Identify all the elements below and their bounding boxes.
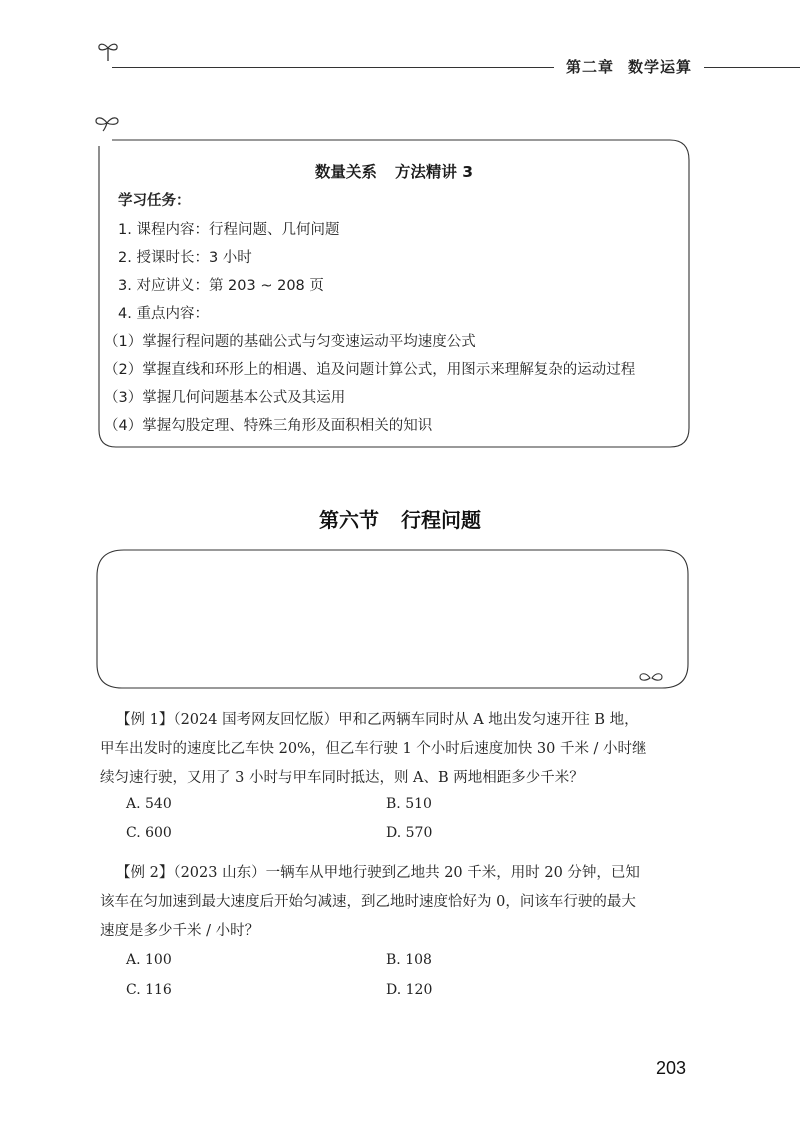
- task-item: 3. 对应讲义：第 203 ~ 208 页: [118, 278, 324, 294]
- example-2-question: [100, 859, 700, 946]
- study-task-box: [98, 138, 690, 448]
- sprout-icon: [96, 40, 120, 62]
- question-line: 甲车出发时的速度比乙车快 20%，但乙车行驶 1 个小时后速度加快 30 千米 / 小时继: [100, 741, 647, 757]
- question-line: 【例 2】（2023 山东）一辆车从甲地行驶到乙地共 20 千米，用时 20 分钟，已知: [116, 865, 640, 881]
- section-title: [0, 504, 800, 533]
- example-1-option-b: B. 510: [386, 796, 432, 812]
- chapter-number: 第二章: [566, 58, 615, 76]
- example-1-question: [100, 706, 700, 793]
- section-number: 第六节: [319, 508, 379, 532]
- section-name: 行程问题: [401, 508, 481, 532]
- leaf-icon: [638, 670, 664, 684]
- question-line: 该车在匀加速到最大速度后开始匀减速，到乙地时速度恰好为 0，问该车行驶的最大: [100, 894, 636, 910]
- question-line: 续匀速行驶，又用了 3 小时与甲车同时抵达，则 A、B 两地相距多少千米？: [100, 770, 584, 786]
- key-point-item: （3）掌握几何问题基本公式及其运用: [104, 390, 346, 406]
- example-2-option-d: D. 120: [386, 982, 433, 998]
- task-label: 学习任务：: [118, 193, 191, 209]
- key-point-item: （4）掌握勾股定理、特殊三角形及面积相关的知识: [104, 418, 433, 434]
- example-2-option-c: C. 116: [126, 982, 172, 998]
- question-line: 【例 1】（2024 国考网友回忆版）甲和乙两辆车同时从 A 地出发匀速开往 B 地，: [116, 712, 639, 728]
- study-box-title: [98, 160, 690, 182]
- chapter-title: 数学运算: [628, 58, 693, 76]
- chapter-header: [566, 56, 692, 77]
- study-title-lesson: 方法精讲 3: [394, 163, 474, 181]
- notes-box: [94, 546, 692, 690]
- study-title-topic: 数量关系: [314, 163, 377, 181]
- header-rule-right: [704, 67, 800, 68]
- page-number: 203: [656, 1058, 687, 1078]
- question-line: 速度是多少千米 / 小时？: [100, 923, 260, 939]
- example-1-option-a: A. 540: [126, 796, 172, 812]
- leaf-icon: [94, 112, 120, 132]
- header-rule-left: [112, 67, 554, 68]
- example-1-option-d: D. 570: [386, 825, 433, 841]
- example-2-option-a: A. 100: [126, 952, 172, 968]
- notes-box-frame: [94, 546, 692, 690]
- key-point-item: （1）掌握行程问题的基础公式与匀变速运动平均速度公式: [104, 334, 476, 350]
- task-item: 1. 课程内容：行程问题、几何问题: [118, 222, 340, 238]
- key-point-item: （2）掌握直线和环形上的相遇、追及问题计算公式，用图示来理解复杂的运动过程: [104, 362, 636, 378]
- task-item: 4. 重点内容：: [118, 306, 209, 322]
- example-2-option-b: B. 108: [386, 952, 432, 968]
- example-1-option-c: C. 600: [126, 825, 172, 841]
- task-item: 2. 授课时长：3 小时: [118, 250, 252, 266]
